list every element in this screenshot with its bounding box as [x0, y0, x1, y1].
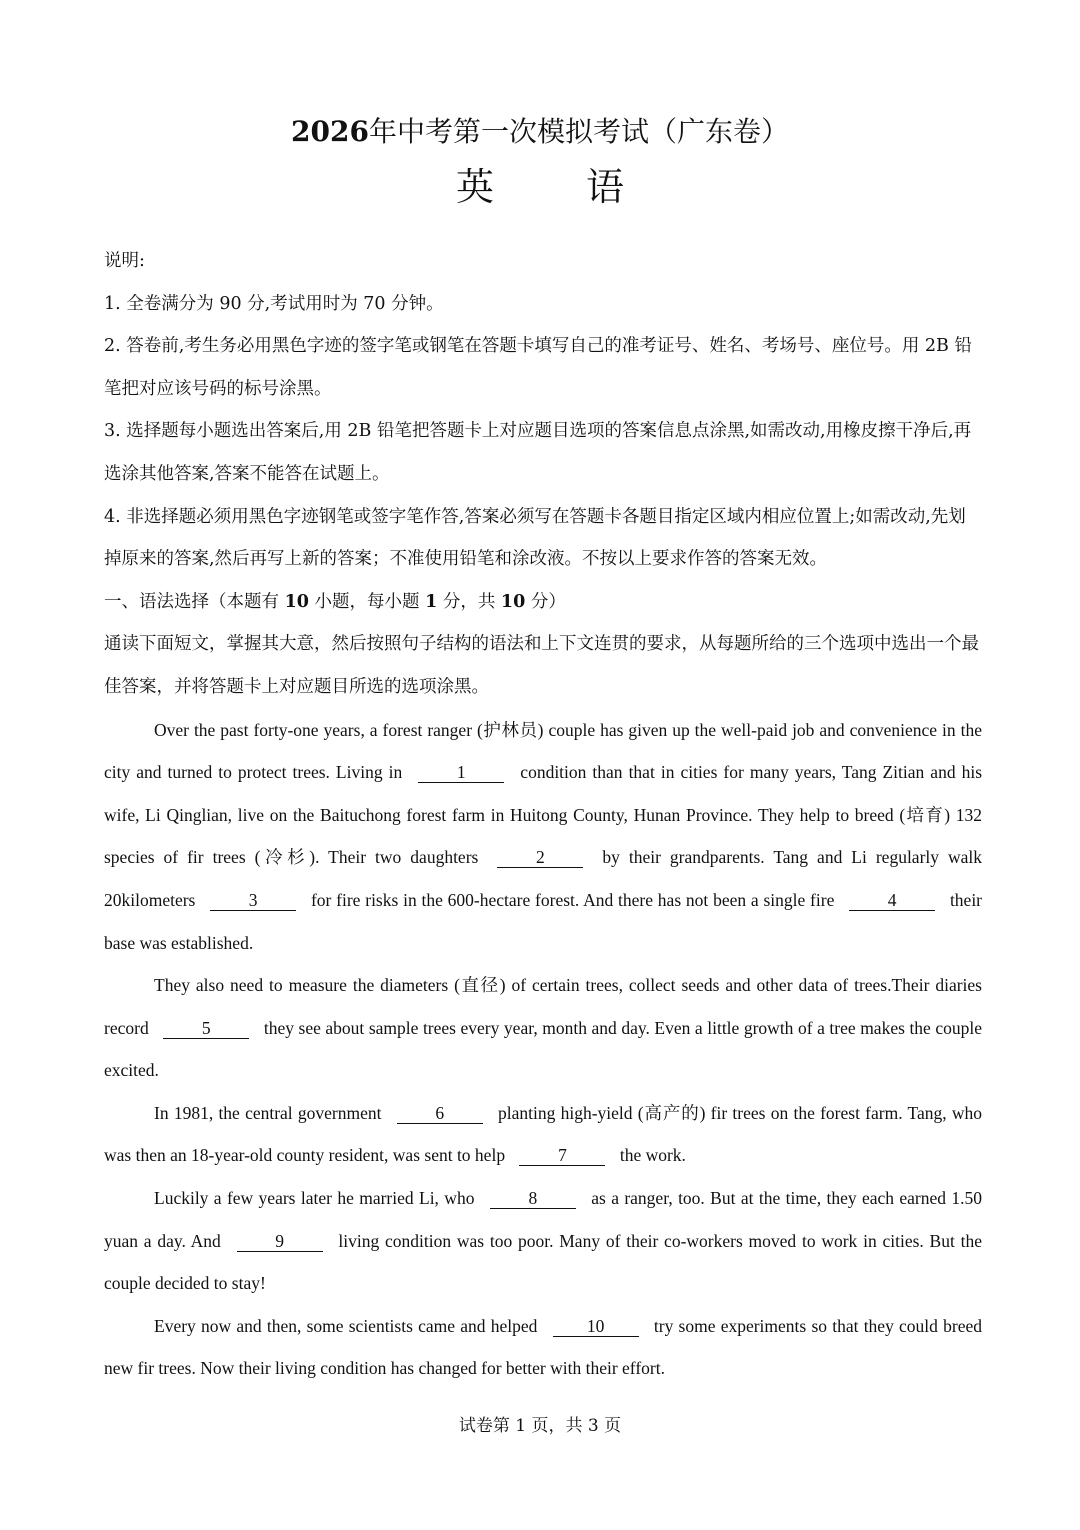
instruction-item: 2. 答卷前,考生务必用黑色字迹的签字笔或钢笔在答题卡填写自己的准考证号、姓名、考场号、座位号。用 2B 铅笔把对应该号码的标号涂黑。 [104, 336, 972, 399]
passage-text: for fire risks in the 600-hectare forest. And there has not been a single fire [310, 889, 835, 910]
heading-part: 一、语法选择（本题有 [104, 591, 285, 612]
heading-part: 分） [525, 591, 566, 612]
passage-paragraph-1 [104, 709, 982, 965]
blank-3: 3 [210, 890, 296, 911]
passage-text: as a ranger, too. But at the time, they each earned 1.50 yuan a day. And [104, 1188, 983, 1251]
blank-7: 7 [519, 1145, 605, 1166]
blank-8: 8 [490, 1188, 576, 1209]
passage-text: by their grandparents. Tang and Li regularly walk 20kilometers [104, 847, 983, 910]
passage-text: the work. [619, 1145, 686, 1166]
passage-paragraph-4 [104, 1177, 982, 1305]
title-year: 2026 [291, 115, 369, 148]
blank-2: 2 [497, 847, 583, 868]
passage-text: Every now and then, some scientists came and helped [154, 1315, 538, 1336]
instruction-item: 3. 选择题每小题选出答案后,用 2B 铅笔把答题卡上对应题目选项的答案信息点涂黑,如需改动,用橡皮擦干净后,再选涂其他答案,答案不能答在试题上。 [104, 421, 972, 484]
passage-paragraph-5 [104, 1305, 982, 1390]
heading-part: 小题，每小题 [308, 591, 426, 612]
heading-total: 10 [500, 591, 526, 612]
subject-title: 英 语 [455, 165, 665, 209]
exam-content [104, 240, 982, 1390]
section-directions: 通读下面短文，掌握其大意，然后按照句子结构的语法和上下文连贯的要求，从每题所给的三个选项中选出一个最佳答案，并将答题卡上对应题目所选的选项涂黑。 [104, 634, 979, 697]
exam-title [0, 112, 1080, 152]
passage-paragraph-2 [104, 964, 982, 1092]
section-heading [104, 581, 982, 624]
heading-part: 分，共 [437, 591, 501, 612]
blank-6: 6 [397, 1103, 483, 1124]
blank-5: 5 [163, 1018, 249, 1039]
blank-4: 4 [849, 890, 935, 911]
instructions-label: 说明: [104, 251, 145, 271]
blank-1: 1 [418, 762, 504, 783]
passage-text: Over the past forty-one years, a forest ranger (护林员) couple has given up the well-paid job and convenience in the city and turned to protect trees. Living in [104, 719, 982, 783]
blank-9: 9 [237, 1231, 323, 1252]
title-text: 年中考第一次模拟考试（广东卷） [368, 115, 789, 148]
passage-text: In 1981, the central government [154, 1102, 382, 1123]
passage-text: living condition was too poor. Many of their co-workers moved to work in cities. But the couple decided to stay! [104, 1230, 983, 1294]
page-footer: 试卷第 1 页，共 3 页 [458, 1416, 622, 1436]
passage-text: planting high-yield (高产的) fir trees on the forest farm. Tang, who was then an 18-year-old county resident, was sent to help [104, 1102, 983, 1166]
passage-text: They also need to measure the diameters (直径) of certain trees, collect seeds and other data of trees.Their diaries record [104, 975, 982, 1038]
heading-count: 10 [284, 591, 309, 612]
blank-10: 10 [553, 1316, 639, 1337]
passage-text: condition than that in cities for many years, Tang Zitian and his wife, Li Qinglian, live on the Baituchong forest farm in Huitong County, Hunan Province. They help to breed (培育) 132 species of fir trees (冷杉). Their two daughters [104, 762, 983, 868]
instruction-item: 1. 全卷满分为 90 分,考试用时为 70 分钟。 [104, 293, 444, 314]
passage-text: try some experiments so that they could breed new fir trees. Now their living condition has changed for better with their effort. [104, 1315, 983, 1379]
instruction-item: 4. 非选择题必须用黑色字迹钢笔或签字笔作答,答案必须写在答题卡各题目指定区域内相应位置上;如需改动,先划掉原来的答案,然后再写上新的答案；不准使用铅笔和涂改液。不按以上要求作答的答案无效。 [104, 506, 966, 570]
passage-text: their base was established. [104, 889, 983, 953]
passage-text: Luckily a few years later he married Li, who [154, 1188, 475, 1209]
heading-score: 1 [425, 591, 438, 612]
passage-paragraph-3 [104, 1092, 982, 1177]
passage-text: they see about sample trees every year, month and day. Even a little growth of a tree makes the couple excited. [104, 1017, 983, 1081]
